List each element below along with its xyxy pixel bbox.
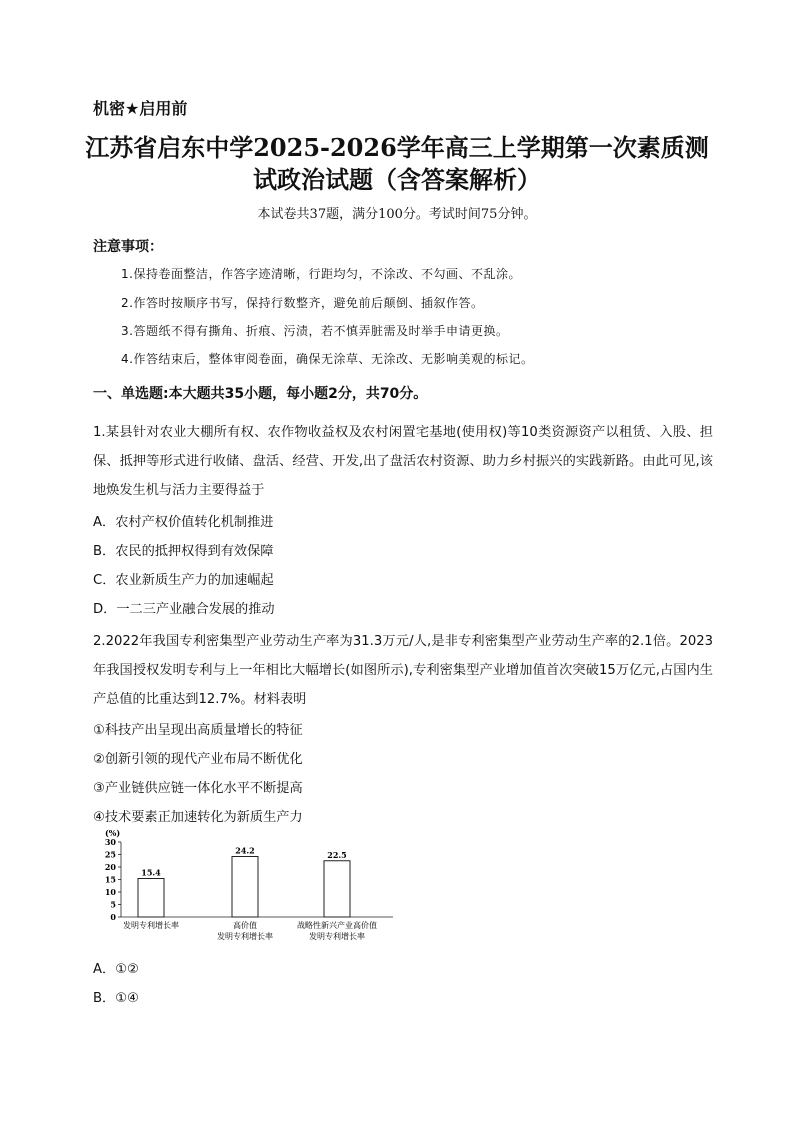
y-tick-label: 30 [104,837,116,847]
x-category-label: 高价值 [233,921,257,930]
question-2-statement-4: ④技术要素正加速转化为新质生产力 [93,810,303,825]
question-2-stem: 2.2022年我国专利密集型产业劳动生产率为31.3万元/人,是非专利密集型产业劳动生产率的2.1倍。2023年我国授权发明专利与上一年相比大幅增长(如图所示),专利密集型产业增加值首次突破15万亿元,占国内生产总值的比重达到12.7%。材料表明 [93,634,713,707]
exam-meta: 本试卷共37题，满分100分。考试时间75分钟。 [257,207,537,222]
question-2-statement-3: ③产业链供应链一体化水平不断提高 [93,781,303,796]
x-category-label: 发明专利增长率 [123,921,179,930]
confidential-label: 机密★启用前 [93,99,188,118]
section-title: 一、单选题:本大题共35小题，每小题2分，共70分。 [93,386,428,402]
y-axis-unit-label: (%) [105,828,121,838]
notice-item: 3.答题纸不得有撕角、折痕、污渍，若不慎弄脏需及时举手申请更换。 [121,324,509,338]
bar-value-label: 15.4 [141,867,161,878]
question-1-option-b: B．农民的抵押权得到有效保障 [93,544,274,559]
y-tick-label: 10 [104,887,116,897]
question-2-statement-1: ①科技产出呈现出高质量增长的特征 [93,723,303,738]
question-1-option-c: C．农业新质生产力的加速崛起 [93,573,274,588]
question-1-option-d: D．一二三产业融合发展的推动 [93,602,275,617]
x-category-label: 发明专利增长率 [309,932,365,941]
bar-value-label: 24.2 [235,845,255,856]
question-1-option-a: A．农村产权价值转化机制推进 [93,515,274,530]
notice-heading: 注意事项： [93,239,163,255]
question-2-statement-2: ②创新引领的现代产业布局不断优化 [93,752,303,767]
y-tick-label: 0 [110,912,116,922]
question-2-option-a: A．①② [93,962,139,977]
exam-title-line2: 试政治试题（含答案解析） [253,165,541,194]
x-category-label: 战略性新兴产业高价值 [297,921,377,930]
bar [138,879,164,918]
bar-value-label: 22.5 [327,849,347,860]
y-tick-label: 25 [104,849,116,860]
x-category-label: 发明专利增长率 [217,932,273,941]
question-1-stem: 1.某县针对农业大棚所有权、农作物收益权及农村闲置宅基地(使用权)等10类资源资产以租赁、入股、担保、抵押等形式进行收储、盘活、经营、开发,出了盘活农村资源、助力乡村振兴的实践新路。由此可见,该地焕发生机与活力主要得益于 [93,425,713,498]
notice-item: 4.作答结束后，整体审阅卷面，确保无涂草、无涂改、无影响美观的标记。 [121,352,534,366]
patent-growth-bar-chart [93,826,403,946]
y-tick-label: 20 [104,862,116,872]
bar [324,861,350,917]
bar [232,857,258,918]
y-tick-label: 5 [110,899,116,910]
notice-item: 1.保持卷面整洁，作答字迹清晰，行距均匀，不涂改、不勾画、不乱涂。 [121,267,521,281]
y-tick-label: 15 [104,874,116,885]
notice-item: 2.作答时按顺序书写，保持行数整齐，避免前后颠倒、插叙作答。 [121,296,484,310]
exam-title-line1: 江苏省启东中学2025-2026学年高三上学期第一次素质测 [85,133,709,162]
question-2-option-b: B．①④ [93,991,139,1006]
